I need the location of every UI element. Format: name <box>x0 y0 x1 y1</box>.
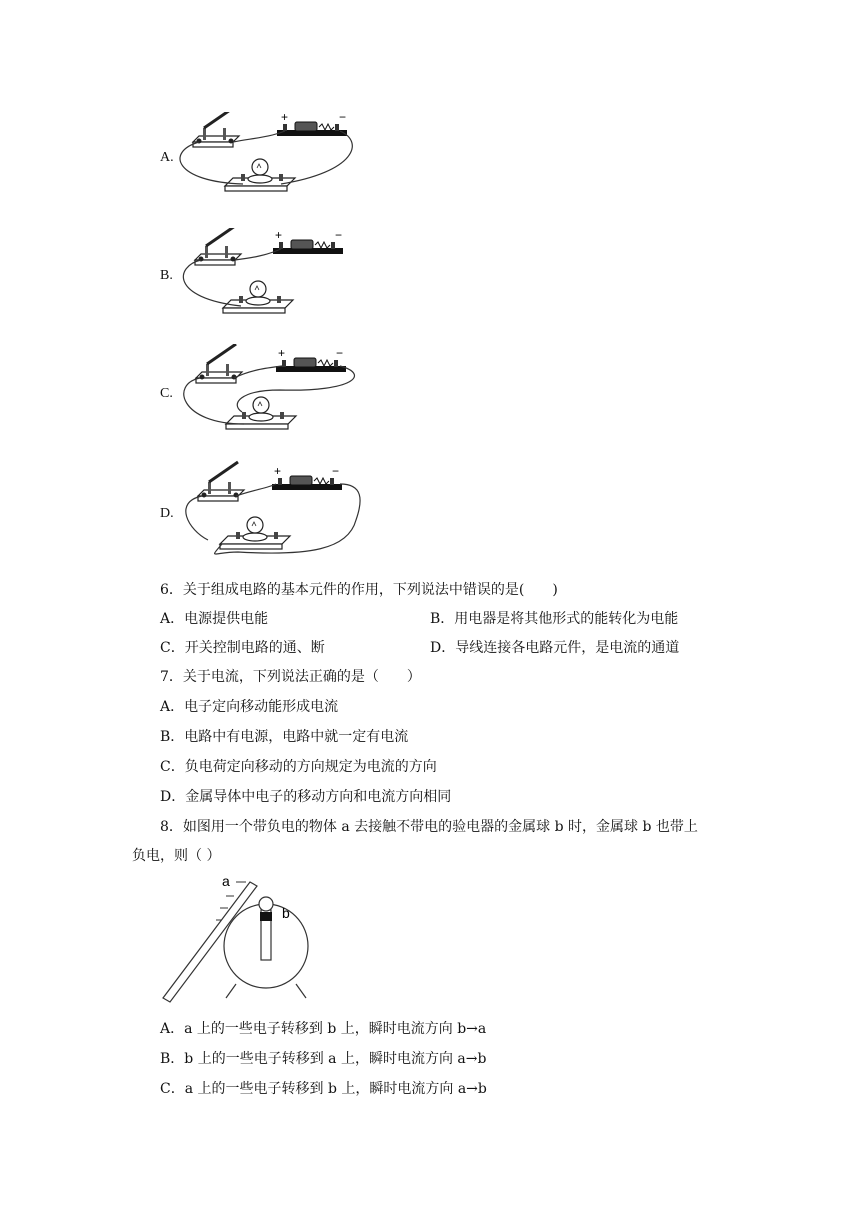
q7-stem: 7．关于电流，下列说法正确的是（ ） <box>160 669 421 685</box>
q6-option-d: D．导线连接各电路元件，是电流的通道 <box>430 640 680 656</box>
minus-sign: − <box>332 464 340 478</box>
q8-stem-line1: 8．如图用一个带负电的物体 a 去接触不带电的验电器的金属球 b 时，金属球 b 也带上 <box>160 819 698 835</box>
q7-option-c: C．负电荷定向移动的方向规定为电流的方向 <box>160 759 437 775</box>
plus-sign: + <box>274 464 282 478</box>
q6-stem: 6．关于组成电路的基本元件的作用，下列说法中错误的是( ) <box>160 582 558 598</box>
minus-sign: − <box>335 228 343 242</box>
q6-option-a: A．电源提供电能 <box>160 611 269 627</box>
q8-option-c: C．a 上的一些电子转移到 b 上，瞬时电流方向 a→b <box>160 1081 487 1097</box>
option-a-label: A. <box>160 150 174 165</box>
option-d-label: D. <box>160 506 174 521</box>
q8-stem-line2: 负电，则（ ） <box>132 848 221 864</box>
circuit-diagram-c <box>180 344 370 448</box>
q6-option-b: B．用电器是将其他形式的能转化为电能 <box>430 611 679 627</box>
minus-sign: − <box>339 112 347 124</box>
plus-sign: + <box>275 228 283 242</box>
q7-option-a: A．电子定向移动能形成电流 <box>160 699 339 715</box>
option-b-label: B. <box>160 268 173 283</box>
electroscope-figure <box>160 870 310 1010</box>
circuit-diagram-b <box>175 228 365 334</box>
q7-option-b: B．电路中有电源，电路中就一定有电流 <box>160 729 409 745</box>
q8-option-b: B．b 上的一些电子转移到 a 上，瞬时电流方向 a→b <box>160 1051 487 1067</box>
circuit-diagram-a <box>175 112 365 212</box>
q7-option-d: D．金属导体中电子的移动方向和电流方向相同 <box>160 789 452 805</box>
object-a-label: a <box>222 873 230 889</box>
sphere-b-label: b <box>282 905 290 921</box>
circuit-diagram-d <box>178 460 368 570</box>
q8-option-a: A．a 上的一些电子转移到 b 上，瞬时电流方向 b→a <box>160 1021 487 1037</box>
option-c-label: C. <box>160 386 173 401</box>
minus-sign: − <box>336 346 344 360</box>
q6-option-c: C．开关控制电路的通、断 <box>160 640 325 656</box>
plus-sign: + <box>278 346 286 360</box>
plus-sign: + <box>281 112 289 124</box>
